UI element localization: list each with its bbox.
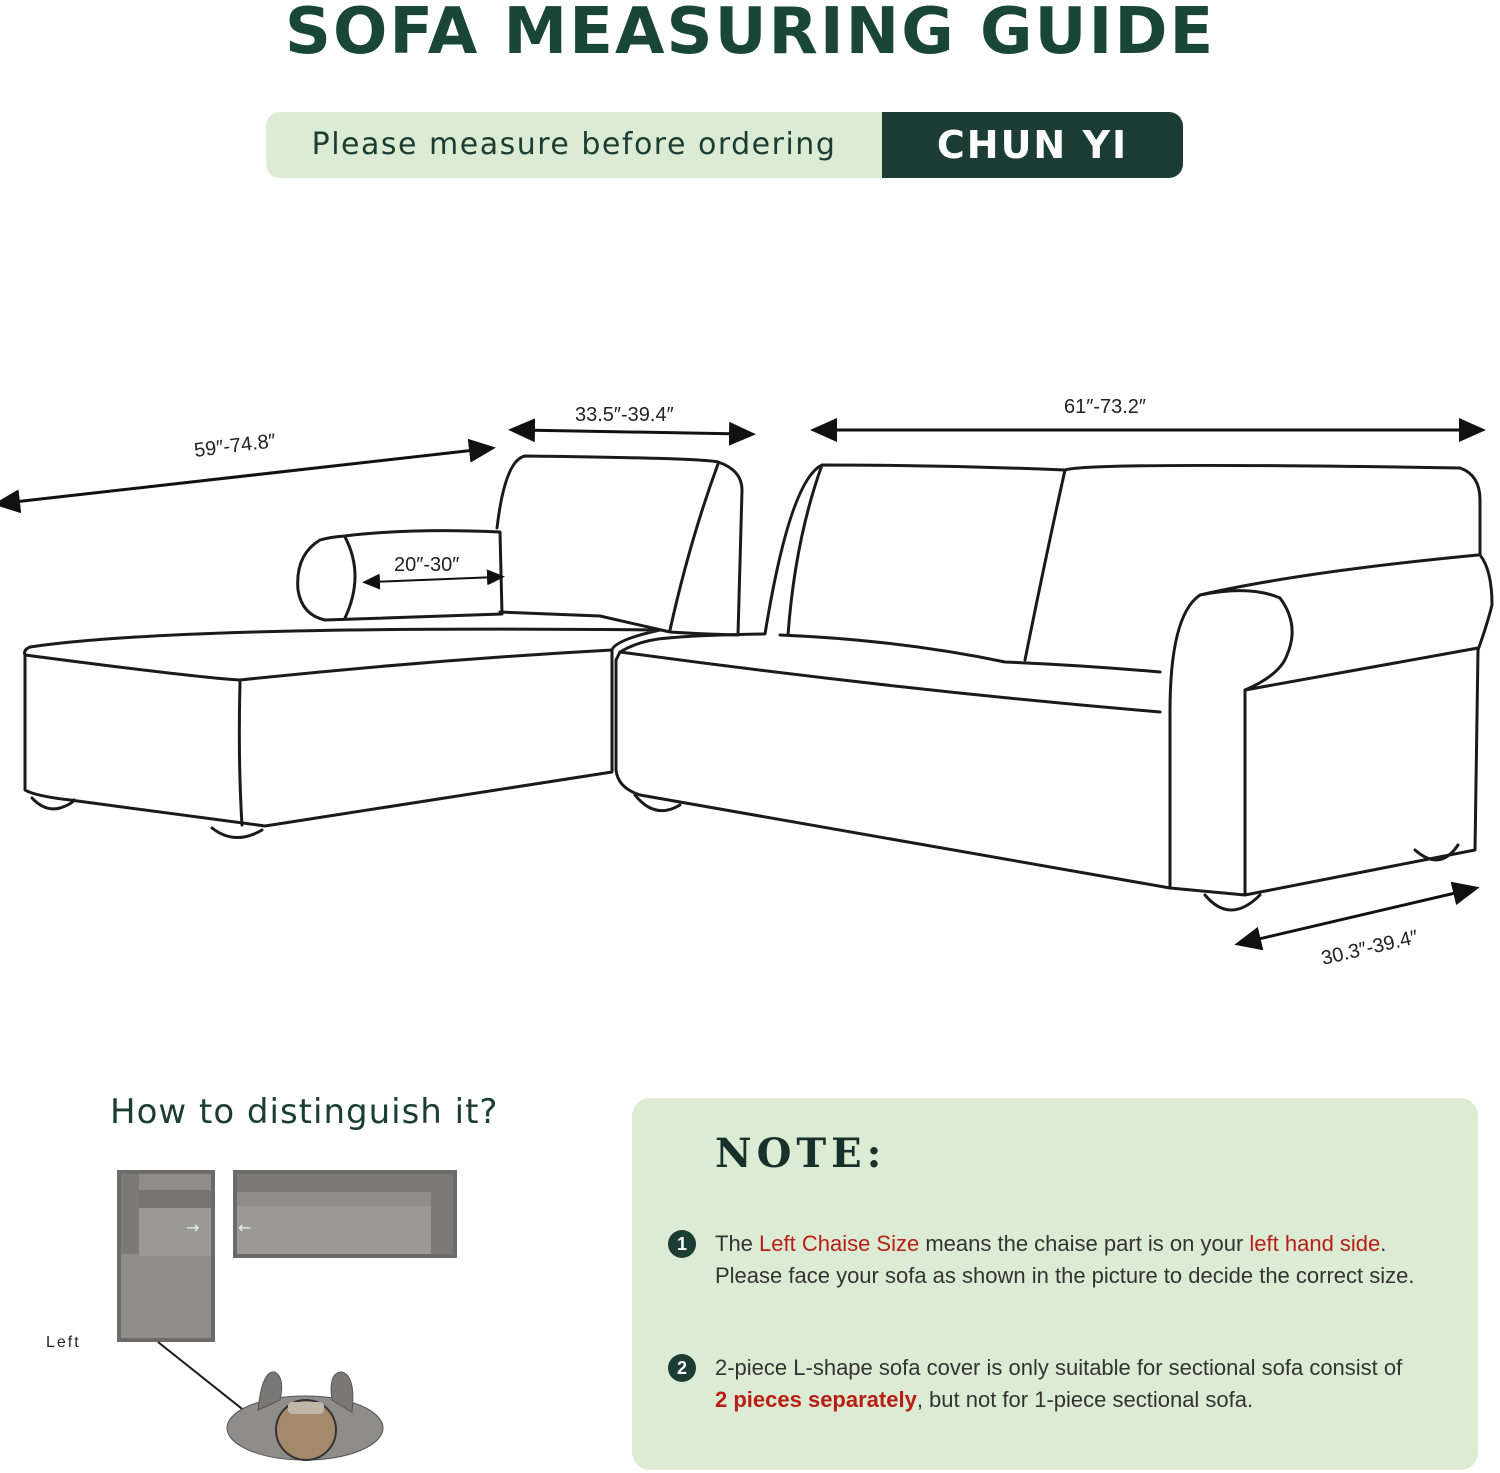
- sofa-depth-label: 30.3″-39.4″: [1319, 926, 1421, 970]
- page-title: SOFA MEASURING GUIDE: [284, 0, 1216, 69]
- note-1-highlight-a: Left Chaise Size: [759, 1231, 920, 1256]
- chaise-back: [497, 456, 742, 635]
- sofa-illustration: [0, 380, 1500, 980]
- chaise-body: [25, 629, 660, 826]
- brand-label: CHUN YI: [882, 112, 1183, 178]
- note-number-2: 2: [668, 1354, 696, 1382]
- note-item-1: [668, 1228, 1458, 1292]
- sofa-length-label: 61″-73.2″: [1064, 396, 1146, 418]
- note-1-text-b: means the chaise part is on your: [919, 1231, 1250, 1256]
- banner-text: Please measure before ordering: [266, 112, 882, 178]
- note-item-2: [668, 1352, 1458, 1416]
- person-top-view: [227, 1372, 383, 1460]
- top-view-diagram: [30, 1160, 470, 1470]
- note-2-highlight: 2 pieces separately: [715, 1387, 917, 1412]
- note-2-text-a: 2-piece L-shape sofa cover is only suitable for sectional sofa consist of: [715, 1355, 1403, 1380]
- note-1-text-a: The: [715, 1231, 760, 1256]
- svg-text:←: ←: [238, 1218, 252, 1237]
- note-1-text-c: .: [1380, 1231, 1387, 1256]
- note-title: NOTE:: [715, 1130, 887, 1177]
- note-number-1: 1: [668, 1230, 696, 1258]
- chaise-top-view: [117, 1170, 215, 1342]
- note-2-text-b: , but not for 1-piece sectional sofa.: [916, 1387, 1254, 1412]
- note-1-highlight-b: left hand side: [1249, 1231, 1381, 1256]
- chaise-length-label: 59″-74.8″: [192, 430, 277, 462]
- left-label: Left: [46, 1334, 81, 1351]
- loveseat-body: [616, 465, 1492, 895]
- note-panel: [632, 1098, 1478, 1470]
- pillow-width-label: 20″-30″: [394, 554, 460, 576]
- chaise-width-label: 33.5″-39.4″: [575, 404, 674, 426]
- measure-banner: [266, 112, 1183, 178]
- svg-text:→: →: [186, 1218, 200, 1237]
- note-1-line-2: Please face your sofa as shown in the picture to decide the correct size.: [715, 1263, 1415, 1288]
- loveseat-arm: [1170, 555, 1478, 712]
- distinguish-title: How to distinguish it?: [110, 1092, 499, 1132]
- loveseat-top-view: [233, 1170, 457, 1258]
